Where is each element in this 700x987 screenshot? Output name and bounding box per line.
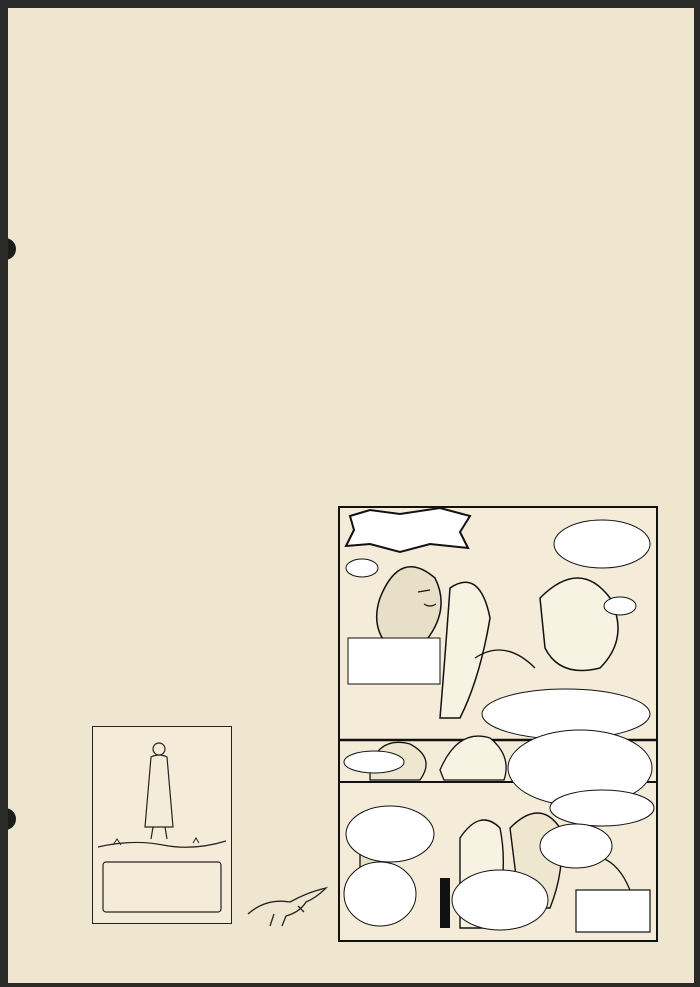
binder-hole bbox=[8, 238, 16, 260]
top-eleven-list bbox=[80, 515, 342, 520]
dinosaur-doodle-icon bbox=[246, 884, 330, 928]
jesus-figure-drawing bbox=[93, 727, 231, 923]
prof-thank-yous-column bbox=[451, 100, 639, 110]
comic-artwork bbox=[340, 508, 656, 940]
newsletter-page bbox=[8, 8, 694, 983]
binder-hole bbox=[8, 808, 16, 830]
justice-league-comic bbox=[338, 506, 658, 942]
jesus-cartoon bbox=[92, 726, 232, 924]
stupid-side-note bbox=[218, 706, 288, 884]
